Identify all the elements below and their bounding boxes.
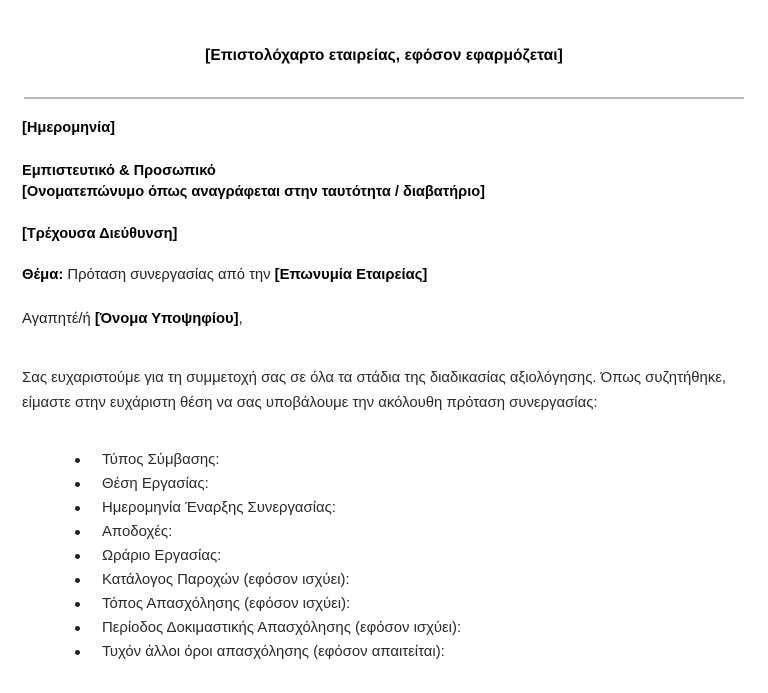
list-item: Τυχόν άλλοι όροι απασχόλησης (εφόσον απαιτείται): xyxy=(22,640,746,664)
spacer xyxy=(22,139,746,161)
salutation-suffix: , xyxy=(238,310,243,327)
page-title: [Επιστολόχαρτο εταιρείας, εφόσον εφαρμόζεται] xyxy=(205,47,563,64)
list-item: Τόπος Απασχόλησης (εφόσον ισχύει): xyxy=(22,592,746,616)
salutation-line xyxy=(22,309,746,330)
list-item: Ωράριο Εργασίας: xyxy=(22,544,746,568)
salutation-prefix: Αγαπητέ/ή xyxy=(22,310,95,327)
spacer xyxy=(22,287,746,309)
offer-terms-list xyxy=(22,431,746,664)
recipient-address-placeholder: [Τρέχουσα Διεύθυνση] xyxy=(22,225,178,242)
recipient-name-placeholder: [Ονοματεπώνυμο όπως αναγράφεται στην ταυτότητα / διαβατήριο] xyxy=(22,183,486,200)
letter-header-block xyxy=(22,99,746,244)
spacer xyxy=(22,244,746,265)
subject-label: Θέμα: xyxy=(22,267,64,284)
list-item: Περίοδος Δοκιμαστικής Απασχόλησης (εφόσον ισχύει): xyxy=(22,616,746,640)
subject-text: Πρόταση συνεργασίας από την xyxy=(63,267,275,284)
candidate-name-placeholder: [Όνομα Υποψηφίου] xyxy=(94,310,239,327)
subject-line xyxy=(22,265,746,286)
list-item: Ημερομηνία Έναρξης Συνεργασίας: xyxy=(22,496,746,520)
header-divider-wrapper xyxy=(22,65,746,99)
spacer xyxy=(22,203,746,224)
intro-paragraph: Σας ευχαριστούμε για τη συμμετοχή σας σε όλα τα στάδια της διαδικασίας αξιολόγησης. Όπως συζητήθηκε, είμαστε στην ευχάριστη θέση να σας υποβάλουμε την ακόλουθη πρόταση συνεργασίας: xyxy=(22,370,727,411)
company-name-placeholder: [Επωνυμία Εταιρείας] xyxy=(274,267,428,284)
list-item: Τύπος Σύμβασης: xyxy=(22,448,746,472)
date-placeholder: [Ημερομηνία] xyxy=(22,120,116,137)
list-item: Θέση Εργασίας: xyxy=(22,472,746,496)
list-item: Αποδοχές: xyxy=(22,520,746,544)
confidentiality-label: Εμπιστευτικό & Προσωπικό xyxy=(22,163,216,180)
list-item: Κατάλογος Παροχών (εφόσον ισχύει): xyxy=(22,568,746,592)
